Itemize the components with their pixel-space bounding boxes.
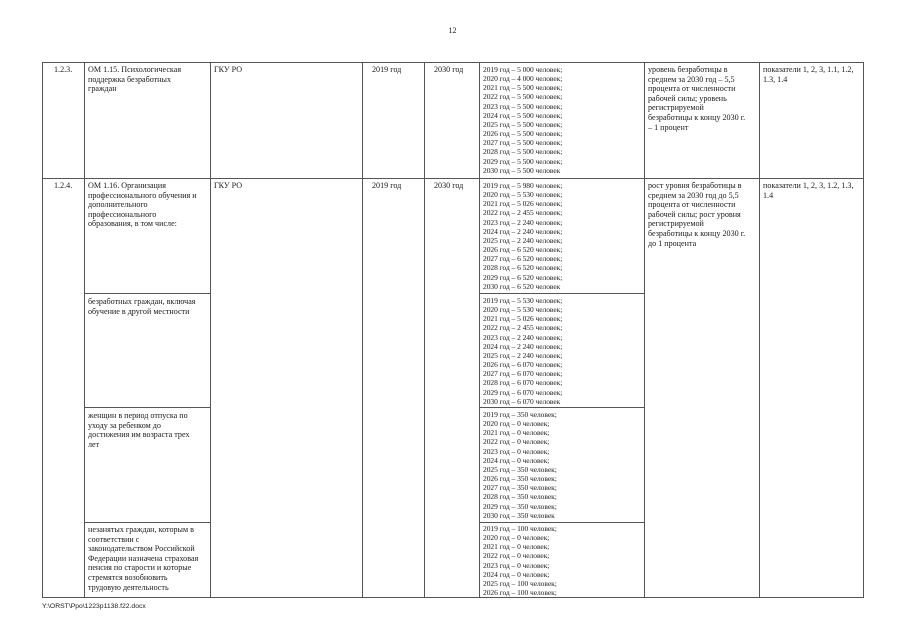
start-year: 2019 год [372, 181, 402, 190]
col-border-2 [210, 62, 211, 598]
year-target-line: 2030 год – 6 070 человек [483, 396, 561, 406]
col-border-4 [424, 62, 425, 598]
year-target-line: 2022 год – 0 человек; [483, 437, 550, 447]
year-target-line: 2019 год – 5 000 человек; [483, 65, 563, 74]
year-target-line: 2026 год – 6 520 человек; [483, 245, 563, 255]
col-border-8 [863, 62, 864, 598]
year-target-line: 2026 год – 350 человек; [483, 474, 557, 484]
year-target-line: 2027 год – 5 500 человек; [483, 138, 563, 148]
subrow-separator-1 [84, 293, 210, 294]
year-target-line: 2023 год – 2 240 человек; [483, 217, 563, 227]
col-border-3 [362, 62, 363, 598]
year-target-line: 2025 год – 100 человек; [483, 578, 557, 588]
executor: ГКУ РО [214, 65, 243, 74]
year-target-line: 2025 год – 350 человек; [483, 464, 557, 474]
year-target-line: 2029 год – 6 520 человек; [483, 272, 563, 282]
measures-table [42, 62, 864, 598]
year-target-line: 2030 год – 6 520 человек [483, 281, 561, 291]
year-target-line: 2021 год – 0 человек; [483, 542, 550, 552]
year-target-line: 2023 год – 2 240 человек; [483, 332, 563, 342]
col-border-1 [84, 62, 85, 598]
year-target-line: 2024 год – 0 человек; [483, 569, 550, 579]
yearly-targets [483, 524, 557, 597]
yearly-targets [483, 296, 562, 406]
row-number: 1.2.4. [54, 181, 73, 190]
table-top-border [42, 62, 864, 63]
end-year: 2030 год [434, 181, 464, 190]
executor: ГКУ РО [214, 181, 243, 190]
indicators: показатели 1, 2, 3, 1.2, 1.3, 1.4 [763, 181, 854, 200]
year-target-line: 2019 год – 350 человек; [483, 410, 557, 419]
year-target-line: 2020 год – 0 человек; [483, 419, 550, 429]
expected-result: уровень безработицы в среднем за 2030 год – 5,5 процента от численности рабочей силы; уровень регистрируемой безработицы к концу 2030 г. – 1 процент [648, 65, 746, 132]
subrow-separator-2b [479, 407, 644, 408]
yearly-targets [483, 410, 557, 520]
year-target-line: 2024 год – 0 человек; [483, 455, 550, 465]
end-year: 2030 год [434, 65, 464, 74]
year-target-line: 2019 год – 5 530 человек; [483, 296, 563, 305]
start-year: 2019 год [372, 65, 402, 74]
year-target-line: 2024 год – 2 240 человек; [483, 226, 563, 236]
year-target-line: 2028 год – 350 человек; [483, 492, 557, 502]
subgroup-name: безработных граждан, включая обучение в другой местности [88, 297, 196, 316]
subrow-separator-2 [84, 407, 210, 408]
indicators: показатели 1, 2, 3, 1.1, 1.2, 1.3, 1.4 [763, 65, 854, 84]
year-target-line: 2029 год – 6 070 человек; [483, 387, 563, 397]
expected-result: рост уровня безработицы в среднем за 2030 год до 5,5 процента от численности рабочей силы; рост уровня регистрируемой безработицы к концу 2030 г. до 1 процента [648, 181, 746, 248]
subrow-separator-3 [84, 522, 210, 523]
year-target-line: 2030 год – 5 500 человек [483, 165, 561, 175]
year-target-line: 2021 год – 5 026 человек; [483, 199, 563, 209]
year-target-line: 2025 год – 5 500 человек; [483, 119, 563, 129]
year-target-line: 2028 год – 6 070 человек; [483, 378, 563, 388]
year-target-line: 2020 год – 0 человек; [483, 533, 550, 543]
measure-name: ОМ 1.16. Организация профессионального обучения и дополнительного профессионального образования, в том числе: [88, 181, 197, 229]
col-border-5 [479, 62, 480, 598]
year-target-line: 2026 год – 6 070 человек; [483, 360, 563, 370]
year-target-line: 2021 год – 5 500 человек; [483, 83, 563, 93]
yearly-targets [483, 65, 562, 175]
subrow-separator-1b [479, 293, 644, 294]
measure-name: ОМ 1.15. Психологическая поддержка безработных граждан [88, 65, 182, 94]
year-target-line: 2021 год – 0 человек; [483, 428, 550, 438]
row-number: 1.2.3. [54, 65, 73, 74]
year-target-line: 2023 год – 0 человек; [483, 560, 550, 570]
year-target-line: 2022 год – 2 455 человек; [483, 208, 563, 218]
year-target-line: 2026 год – 5 500 человек; [483, 129, 563, 139]
year-target-line: 2020 год – 5 530 человек; [483, 190, 563, 200]
col-border-7 [759, 62, 760, 598]
year-target-line: 2029 год – 5 500 человек; [483, 156, 563, 166]
year-target-line: 2027 год – 6 520 человек; [483, 254, 563, 264]
year-target-line: 2028 год – 5 500 человек; [483, 147, 563, 157]
year-target-line: 2024 год – 2 240 человек; [483, 341, 563, 351]
yearly-targets [483, 181, 562, 291]
year-target-line: 2023 год – 0 человек; [483, 446, 550, 456]
year-target-line: 2019 год – 100 человек; [483, 524, 557, 533]
year-target-line: 2021 год – 5 026 человек; [483, 314, 563, 324]
year-target-line: 2029 год – 350 человек; [483, 501, 557, 511]
col-border-6 [644, 62, 645, 598]
year-target-line: 2022 год – 5 500 человек; [483, 92, 563, 102]
year-target-line: 2026 год – 100 человек; [483, 588, 557, 598]
year-target-line: 2027 год – 6 070 человек; [483, 369, 563, 379]
year-target-line: 2023 год – 5 500 человек; [483, 101, 563, 111]
year-target-line: 2025 год – 2 240 человек; [483, 350, 563, 360]
subrow-separator-3b [479, 522, 644, 523]
row-separator [42, 178, 864, 179]
year-target-line: 2028 год – 6 520 человек; [483, 263, 563, 273]
page-number: 12 [448, 26, 457, 35]
year-target-line: 2022 год – 0 человек; [483, 551, 550, 561]
year-target-line: 2019 год – 5 980 человек; [483, 181, 563, 190]
subgroup-name: женщин в период отпуска по уходу за ребенком до достижения им возраста трех лет [88, 411, 190, 449]
year-target-line: 2020 год – 5 530 человек; [483, 305, 563, 315]
table-bottom-border [42, 597, 864, 598]
year-target-line: 2020 год – 4 000 человек; [483, 74, 563, 84]
year-target-line: 2022 год – 2 455 человек; [483, 323, 563, 333]
col-border-0 [42, 62, 43, 598]
file-path-footer: Y:\ORST\Ppo\1223p1138.f22.docx [42, 603, 146, 610]
year-target-line: 2027 год – 350 человек; [483, 483, 557, 493]
year-target-line: 2030 год – 350 человек [483, 510, 555, 520]
subgroup-name: незанятых граждан, которым в соответствии с законодательством Российской Федерации назначена страховая пенсия по старости и которые стремятся возобновить трудовую деятельность [88, 525, 199, 592]
year-target-line: 2024 год – 5 500 человек; [483, 110, 563, 120]
year-target-line: 2025 год – 2 240 человек; [483, 235, 563, 245]
